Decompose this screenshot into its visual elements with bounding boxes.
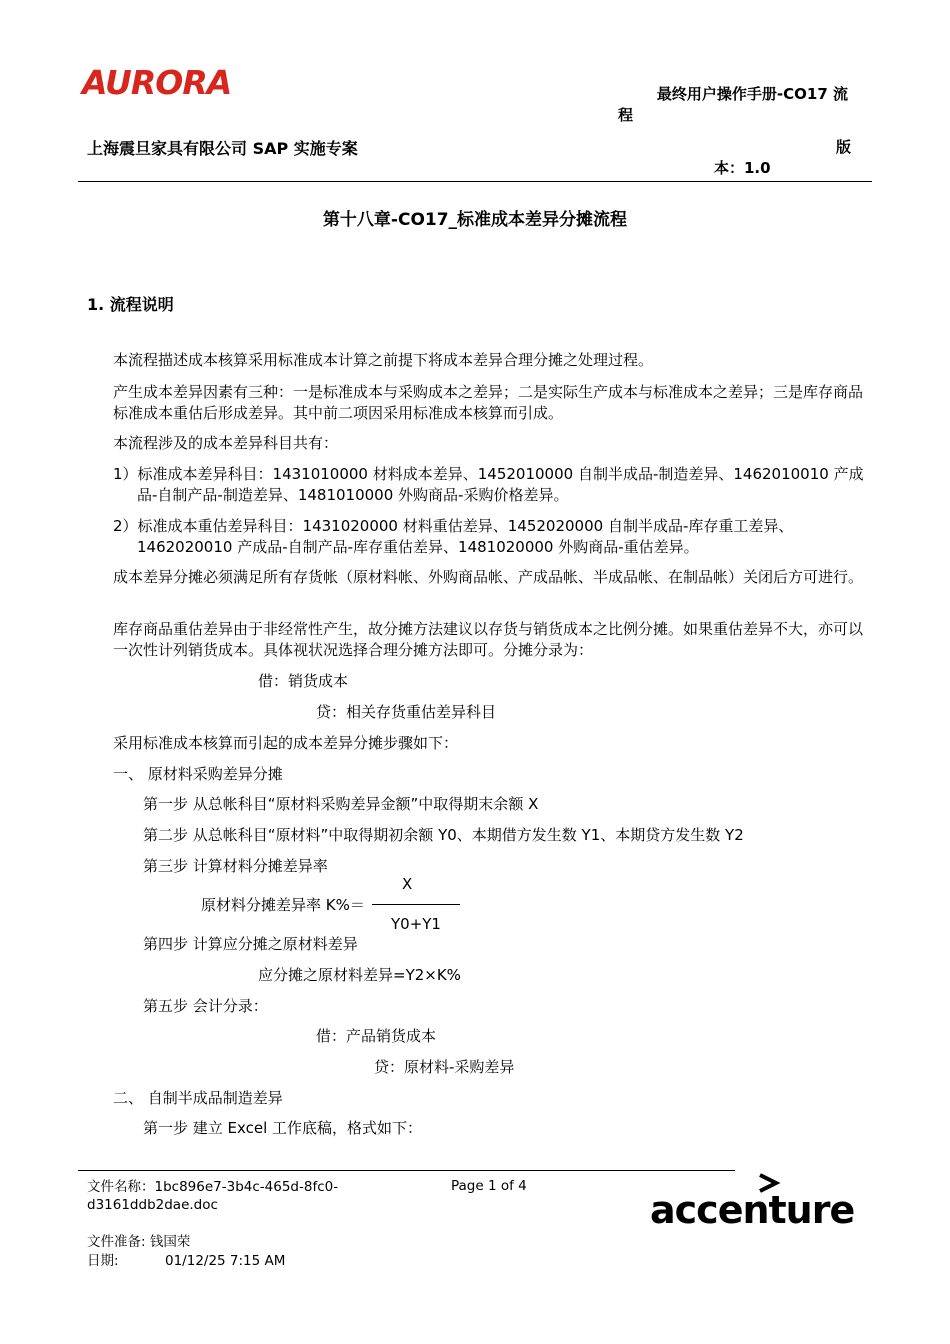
page-number: Page 1 of 4 [451, 1178, 527, 1194]
footer-prepared-by: 文件准备: 钱国荣 [87, 1234, 191, 1250]
formula-label: 原材料分摊差异率 K%＝ [201, 896, 365, 914]
part1-step5: 第五步 会计分录： [143, 997, 268, 1015]
part1-step2: 第二步 从总帐科目“原材料”中取得期初余额 Y0、本期借方发生数 Y1、本期贷方发生数 Y2 [143, 826, 744, 844]
footer-filename-line2: d3161ddb2dae.doc [87, 1197, 218, 1213]
formula-denominator: Y0+Y1 [391, 915, 441, 933]
part1-step1: 第一步 从总帐科目“原材料采购差异金额”中取得期末余额 X [143, 795, 539, 813]
section-heading: 1. 流程说明 [87, 295, 174, 314]
footer-date-value: 01/12/25 7:15 AM [165, 1253, 286, 1269]
company-name: 上海震旦家具有限公司 SAP 实施专案 [87, 139, 358, 158]
paragraph-accounts-intro: 本流程涉及的成本差异科目共有： [113, 434, 339, 452]
aurora-logo-text: AURORA [82, 63, 232, 102]
version-label-line1: 版 [836, 138, 852, 156]
paragraph-revaluation-accounts: 2）标准成本重估差异科目：1431020000 材料重估差异、1452020000 自制半成品-库存重工差异、1462020010 产成品-自制产品-库存重估差异、1481020000 外购商品-重估差异。 [113, 517, 794, 556]
aurora-logo [82, 62, 232, 102]
document-title-line2: 程 [618, 106, 634, 124]
journal-debit-1: 借：销货成本 [258, 672, 349, 690]
header-divider [78, 181, 872, 182]
part2-step1: 第一步 建立 Excel 工作底稿，格式如下： [143, 1119, 423, 1137]
paragraph-precondition: 成本差异分摊必须满足所有存货帐（原材料帐、外购商品帐、产成品帐、半成品帐、在制品帐）关闭后方可进行。 [113, 568, 864, 586]
paragraph-steps-intro: 采用标准成本核算而引起的成本差异分摊步骤如下： [113, 734, 459, 752]
part1-step3: 第三步 计算材料分摊差异率 [143, 857, 328, 875]
fraction-bar [372, 904, 460, 905]
footer-filename-line1: 文件名称：1bc896e7-3b4c-465d-8fc0- [87, 1179, 339, 1195]
paragraph-causes: 产生成本差异因素有三种：一是标准成本与采购成本之差异；二是实际生产成本与标准成本之差异；三是库存商品标准成本重估后形成差异。其中前二项因采用标准成本核算而引成。 [113, 383, 864, 422]
journal-credit-1: 贷：相关存货重估差异科目 [316, 703, 497, 721]
part1-step4: 第四步 计算应分摊之原材料差异 [143, 935, 358, 953]
document-title [618, 84, 848, 126]
formula-numerator: X [402, 875, 413, 893]
part1-heading: 一、 原材料采购差异分摊 [113, 765, 283, 783]
accenture-logo [648, 1172, 855, 1234]
footer-divider [78, 1170, 735, 1171]
journal-credit-2: 贷：原材料-采购差异 [374, 1058, 515, 1076]
version-label-line2: 本：1.0 [714, 159, 771, 177]
paragraph-revaluation-method: 库存商品重估差异由于非经常性产生，故分摊方法建议以存货与销货成本之比例分摊。如果重估差异不大，亦可以一次性计列销货成本。具体视状况选择合理分摊方法即可。分摊分录为： [113, 620, 864, 659]
paragraph-standard-accounts: 1）标准成本差异科目：1431010000 材料成本差异、1452010000 自制半成品-制造差异、1462010010 产成品-自制产品-制造差异、1481010000 外购商品-采购价格差异。 [113, 465, 864, 504]
journal-debit-2: 借：产品销货成本 [316, 1027, 437, 1045]
accenture-logo-text: accenture [650, 1188, 855, 1232]
footer-date-label: 日期: [87, 1253, 119, 1269]
chapter-title: 第十八章-CO17_标准成本差异分摊流程 [322, 210, 628, 230]
document-title-line1: 最终用户操作手册-CO17 流 [656, 85, 848, 103]
formula-allocation: 应分摊之原材料差异=Y2×K% [258, 966, 461, 984]
part2-heading: 二、 自制半成品制造差异 [113, 1089, 283, 1107]
paragraph-intro: 本流程描述成本核算采用标准成本计算之前提下将成本差异合理分摊之处理过程。 [113, 351, 654, 369]
